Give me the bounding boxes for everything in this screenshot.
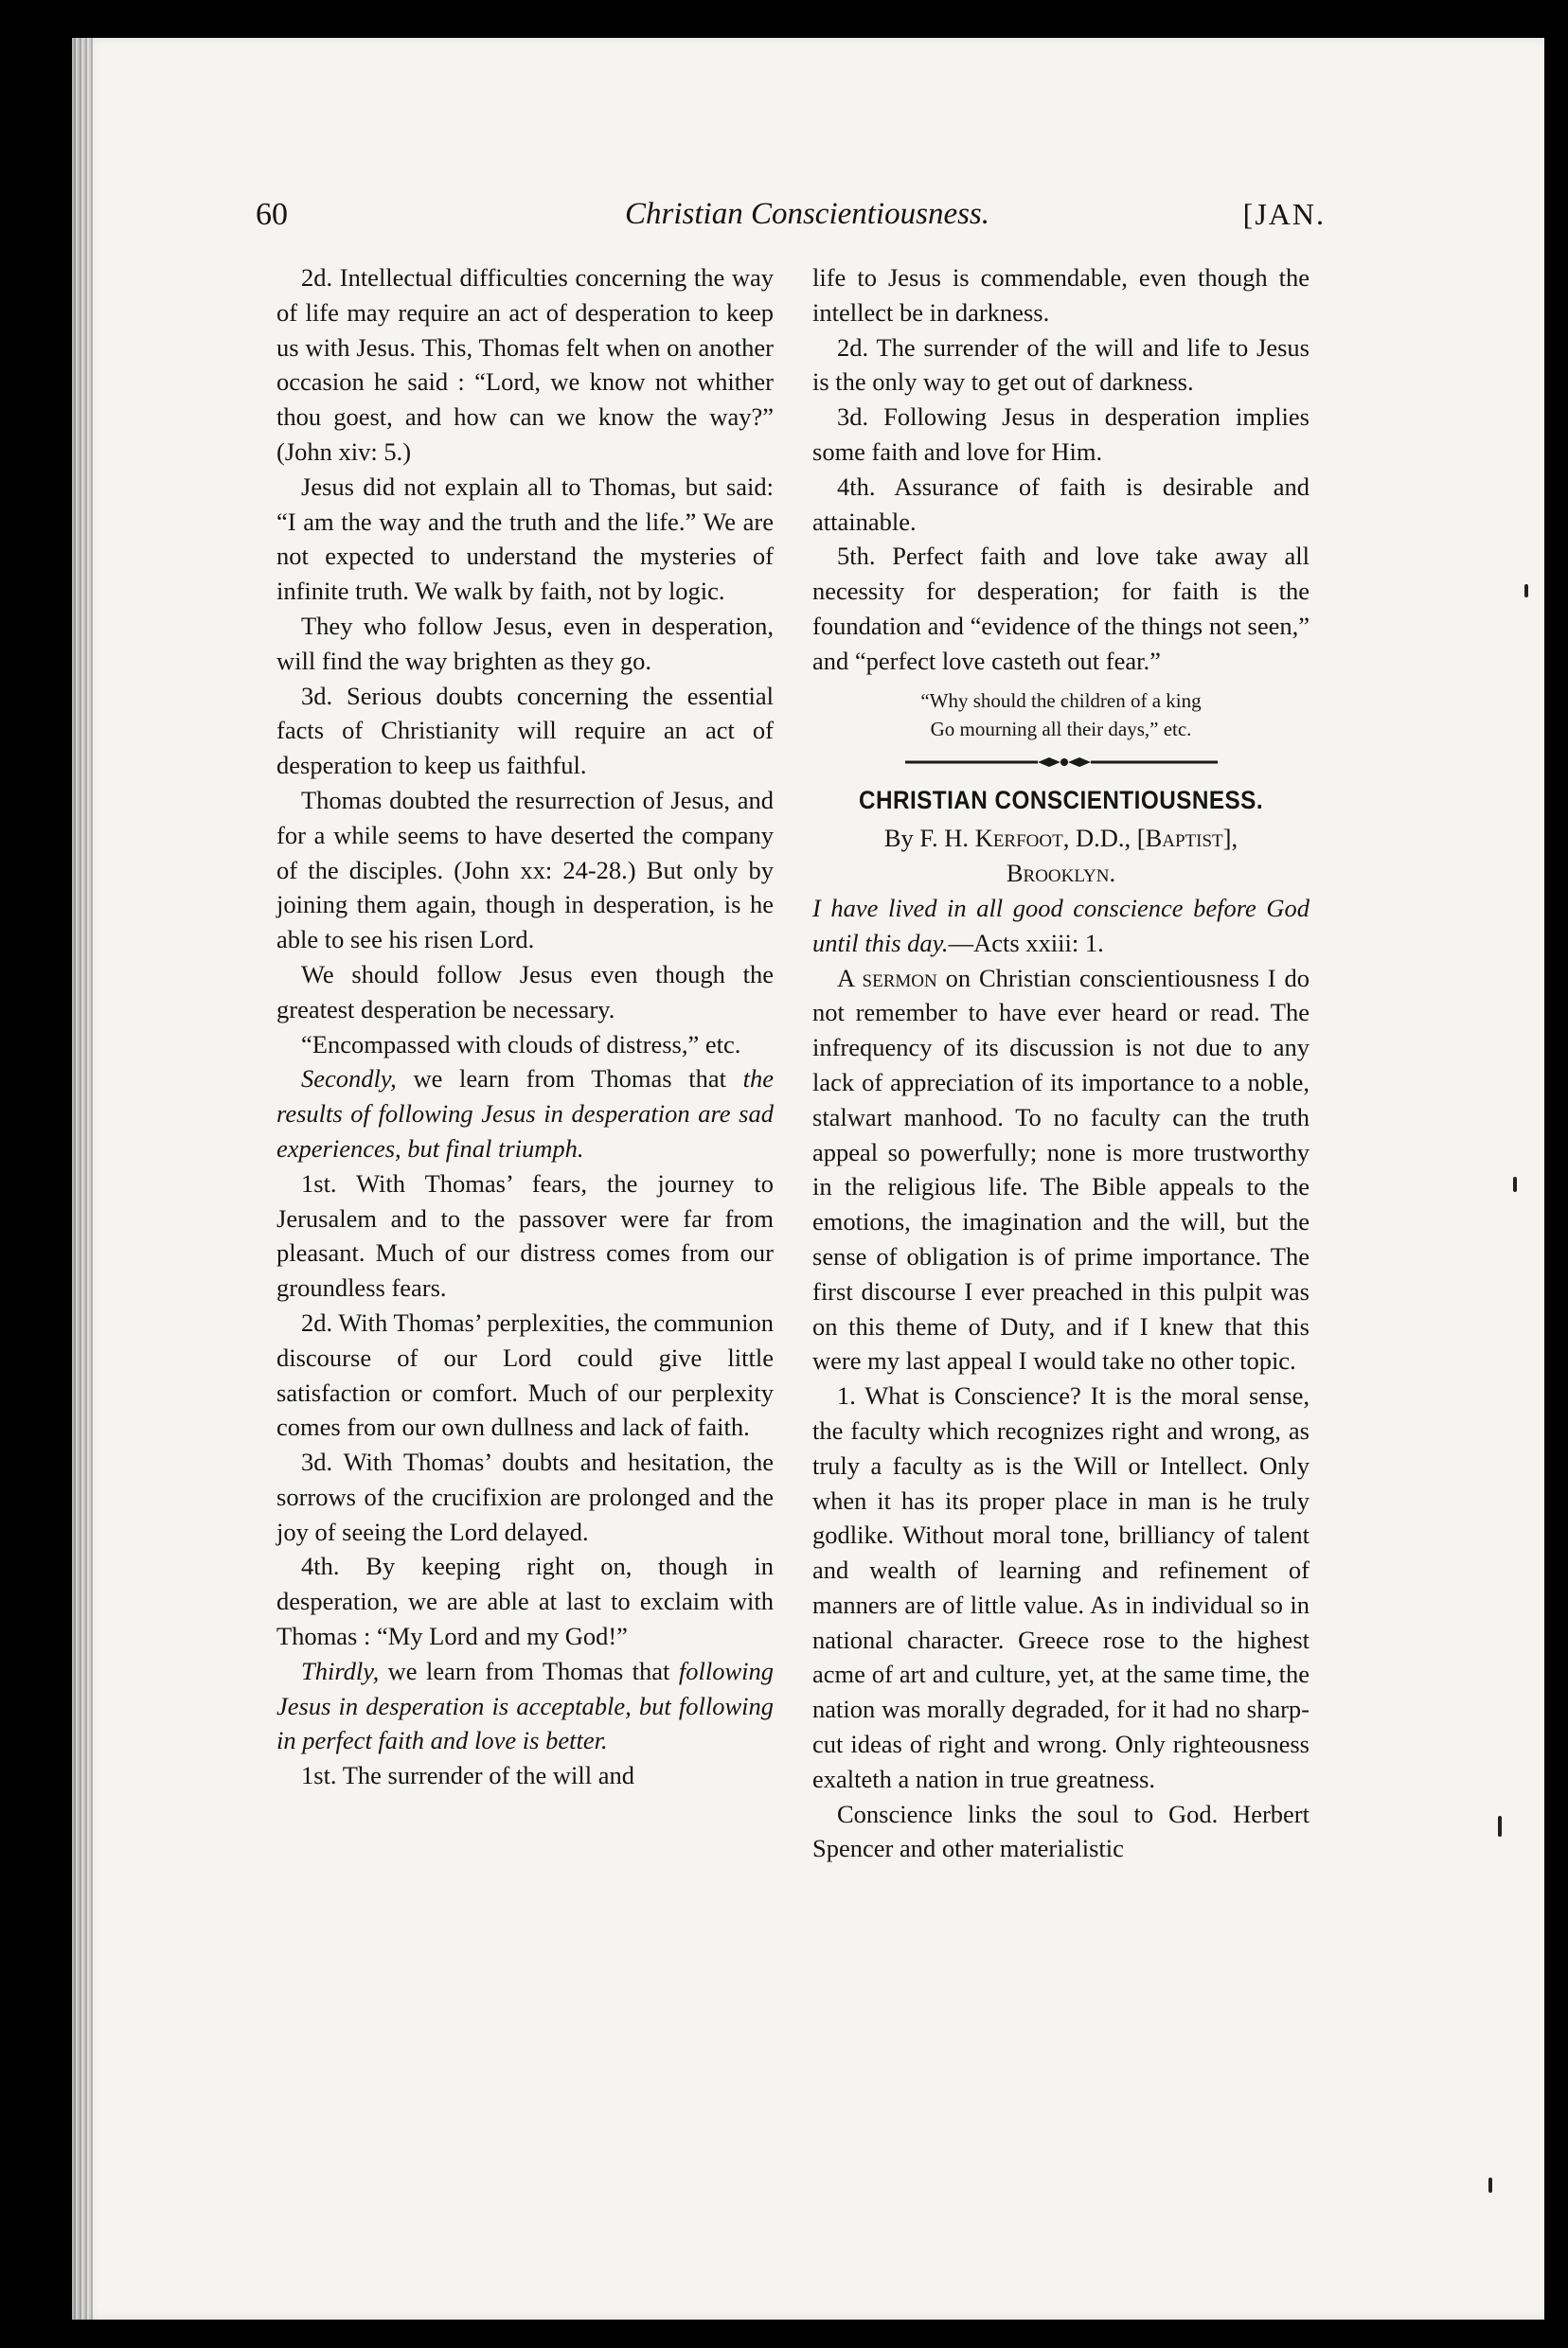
paragraph: We should follow Jesus even though the greatest desperation be necessary. bbox=[276, 959, 774, 1023]
hymn-quote bbox=[812, 686, 1310, 743]
epigraph-text: I have lived in all good conscience before God until this day. bbox=[812, 893, 1310, 957]
epigraph-reference: —Acts xxiii: 1. bbox=[948, 928, 1104, 957]
lead-text: we learn from Thomas that bbox=[396, 1064, 743, 1094]
paragraph: “Encompassed with clouds of distress,” etc. bbox=[301, 1029, 741, 1058]
scan-speck bbox=[1488, 2178, 1492, 2193]
article-byline bbox=[812, 821, 1310, 856]
byline-end: ], bbox=[1222, 824, 1238, 853]
paragraph: 5th. Perfect faith and love take away all necessity for desperation; for faith is the foundation and “evidence of the things not seen,” and “perfect love casteth out fear.” bbox=[812, 542, 1310, 675]
paragraph-opening bbox=[812, 961, 1310, 1379]
left-column bbox=[276, 260, 774, 1793]
running-title: Christian Conscientiousness. bbox=[625, 197, 990, 231]
paragraph: 1st. With Thomas’ fears, the journey to Jerusalem and to the passover were far from pleasant. Much of our distress comes from our groundless fears. bbox=[276, 1168, 774, 1303]
paragraph: 1st. The surrender of the will and bbox=[301, 1761, 635, 1790]
hymn-line: “Why should the children of a king bbox=[920, 688, 1202, 712]
running-header bbox=[256, 197, 1326, 235]
paragraph-secondly bbox=[276, 1061, 774, 1165]
lead-word: Thirdly, bbox=[301, 1656, 380, 1685]
lead-word: Secondly, bbox=[301, 1064, 397, 1094]
epigraph bbox=[812, 891, 1310, 961]
emphasis-text: following Jesus in desperation is acceptable, but following in perfect faith and love is better. bbox=[276, 1656, 774, 1755]
paragraph: They who follow Jesus, even in desperation, will find the way brighten as they go. bbox=[276, 611, 774, 675]
paragraph: life to Jesus is commendable, even though the intellect be in darkness. bbox=[812, 263, 1310, 327]
scan-speck bbox=[1524, 584, 1528, 597]
scan-speck bbox=[1498, 1816, 1502, 1837]
paragraph: 2d. Intellectual difficulties concerning the way of life may require an act of desperation to keep us with Jesus. This, Thomas felt when on another occasion he said : “Lord, we know not whither thou goest, and how can we know the way?” (John xiv: 5.) bbox=[276, 263, 774, 466]
article-title: CHRISTIAN CONSCIENTIOUSNESS. bbox=[858, 785, 1264, 814]
denomination: Baptist bbox=[1145, 824, 1223, 853]
byline-suffix: , D.D., [ bbox=[1062, 824, 1146, 853]
running-month: [JAN. bbox=[1242, 197, 1326, 231]
section-divider-ornament bbox=[905, 755, 1218, 770]
author-name: Kerfoot bbox=[974, 824, 1063, 853]
page-gutter bbox=[72, 38, 93, 2320]
right-column bbox=[812, 260, 1310, 1866]
article-city: Brooklyn. bbox=[1006, 859, 1116, 888]
opening-words: A sermon bbox=[837, 963, 937, 992]
page-number: 60 bbox=[256, 197, 288, 232]
paragraph: 1. What is Conscience? It is the moral sense, the faculty which recognizes right and wrong, as truly a faculty as is the Will or Intellect. Only when it has its proper place in man is he truly godlike. Without moral tone, brilliancy of talent and wealth of learning and refinement of manners are of little value. As in individual so in national character. Greece rose to the highest acme of art and culture, yet, at the same time, the nation was morally degraded, for it had no sharp-cut ideas of right and wrong. Only righteousness exalteth a nation in true greatness. bbox=[812, 1381, 1310, 1793]
byline-prefix: By F. H. bbox=[883, 824, 970, 853]
paragraph: 3d. With Thomas’ doubts and hesitation, the sorrows of the crucifixion are prolonged and the joy of seeing the Lord delayed. bbox=[276, 1448, 774, 1546]
hymn-line: Go mourning all their days,” etc. bbox=[930, 717, 1192, 740]
emphasis-text: the results of following Jesus in desperation are sad experiences, but final triumph. bbox=[276, 1064, 774, 1163]
paragraph: 2d. The surrender of the will and life to Jesus is the only way to get out of darkness. bbox=[812, 332, 1310, 397]
paragraph: Jesus did not explain all to Thomas, but said: “I am the way and the truth and the life.” We are not expected to understand the mysteries of infinite truth. We walk by faith, not by logic. bbox=[276, 471, 774, 606]
paragraph: 2d. With Thomas’ perplexities, the communion discourse of our Lord could give little satisfaction or comfort. Much of our perplexity comes from our own dullness and lack of faith. bbox=[276, 1307, 774, 1442]
paragraph: Thomas doubted the resurrection of Jesus, and for a while seems to have deserted the company of the disciples. (John xx: 24-28.) But only by joining them again, though in desperation, is he able to see his risen Lord. bbox=[276, 785, 774, 954]
paragraph: Conscience links the soul to God. Herbert Spencer and other materialistic bbox=[812, 1799, 1310, 1863]
paragraph: 3d. Serious doubts concerning the essential facts of Christianity will require an act of desperation to keep us faithful. bbox=[276, 681, 774, 780]
paragraph-thirdly bbox=[276, 1654, 774, 1758]
paragraph: 4th. Assurance of faith is desirable and attainable. bbox=[812, 471, 1310, 536]
paragraph: 3d. Following Jesus in desperation implies some faith and love for Him. bbox=[812, 402, 1310, 466]
scan-speck bbox=[1513, 1177, 1517, 1192]
opening-text: on Christian conscientiousness I do not remember to have ever heard or read. The infrequency of its discussion is not due to any lack of appreciation of its importance to a noble, stalwart manhood. To no faculty can the truth appeal so powerfully; none is more trustworthy in the religious life. The Bible appeals to the emotions, the imagination and the will, but the sense of obligation is of prime importance. The first discourse I ever preached in this pulpit was on this theme of Duty, and if I knew that this were my last appeal I would take no other topic. bbox=[812, 963, 1310, 1376]
paragraph: 4th. By keeping right on, though in desperation, we are able at last to exclaim with Thomas : “My Lord and my God!” bbox=[276, 1552, 774, 1651]
lead-text: we learn from Thomas that bbox=[379, 1656, 679, 1685]
